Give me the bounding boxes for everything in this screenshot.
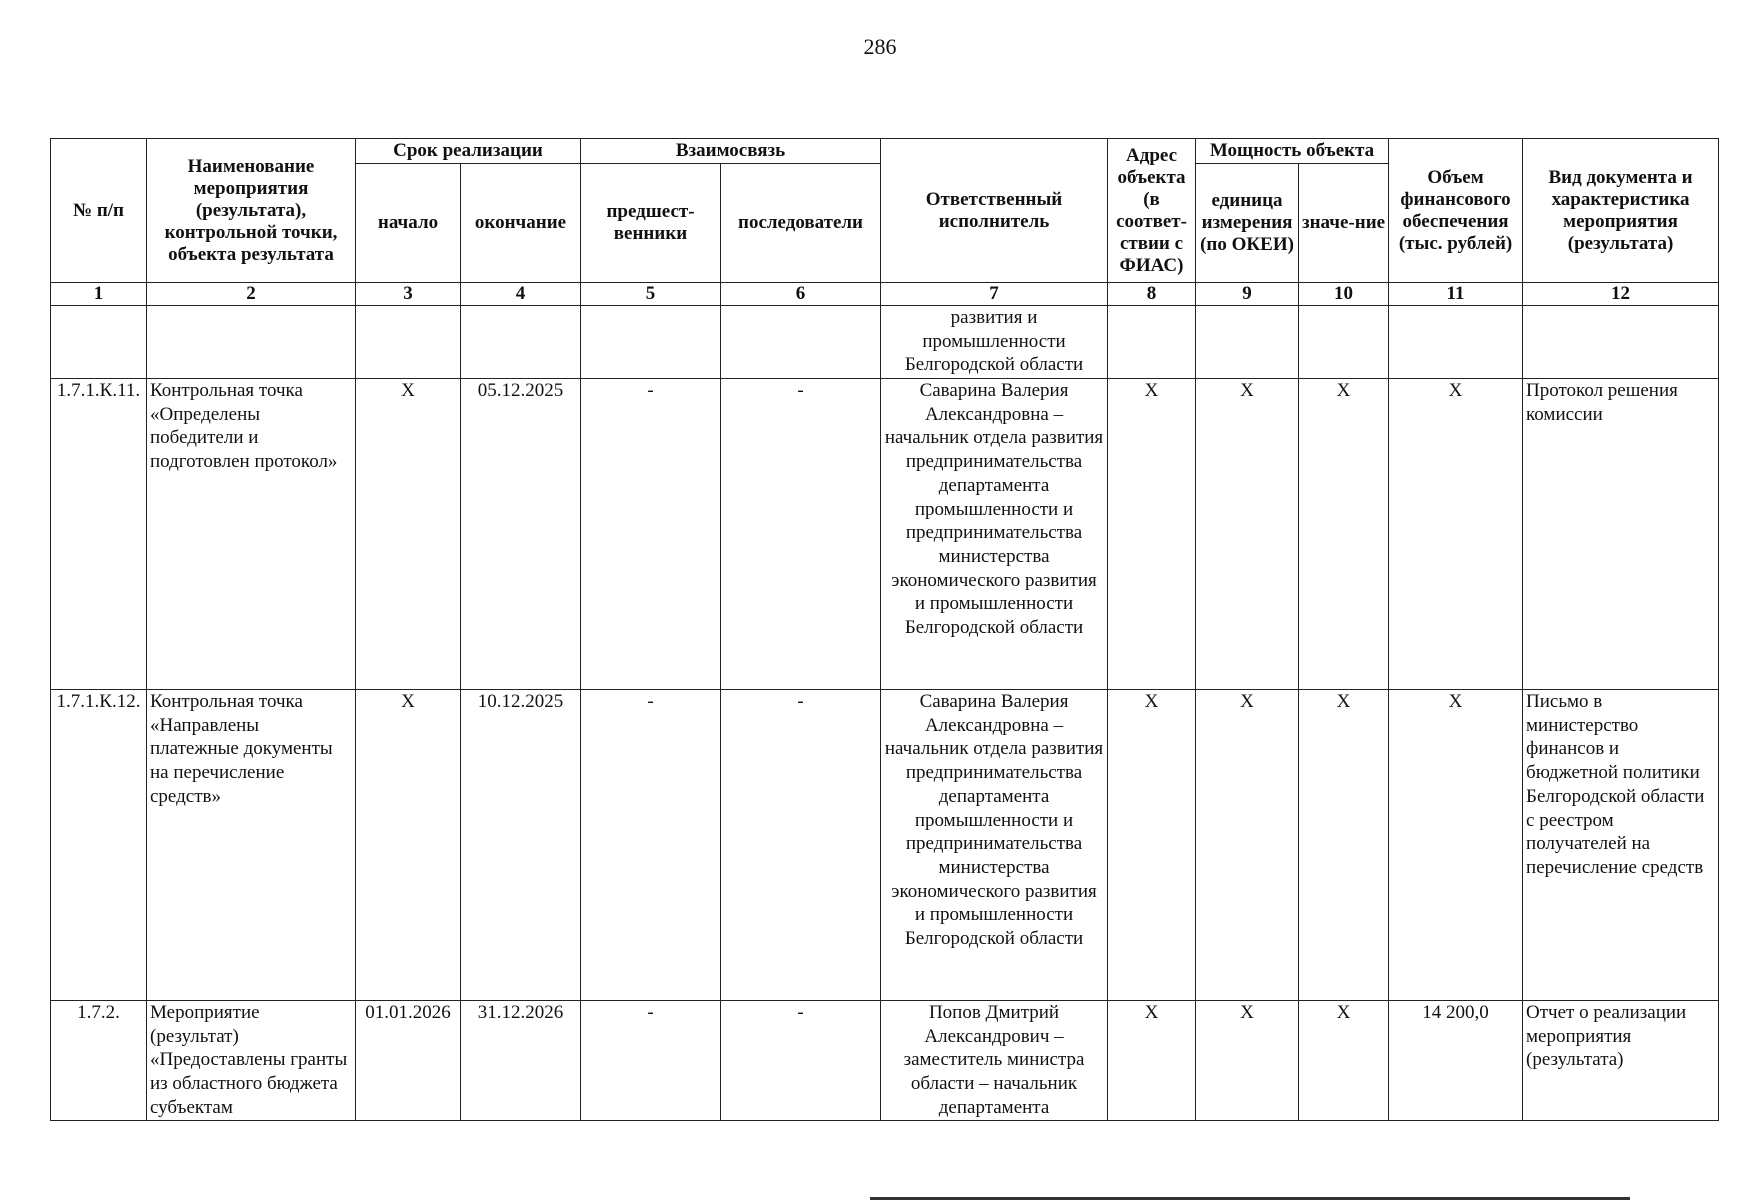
cell-doc-type xyxy=(1523,306,1719,379)
header-predecessors: предшест-венники xyxy=(581,164,721,283)
column-numbers-row xyxy=(51,283,1719,306)
table-row xyxy=(51,306,1719,379)
cell-end: 31.12.2026 xyxy=(461,1001,581,1121)
cell-start xyxy=(356,306,461,379)
column-number: 10 xyxy=(1299,283,1389,306)
cell-end: 10.12.2025 xyxy=(461,690,581,1001)
cell-unit: Х xyxy=(1196,379,1299,690)
cell-no: 1.7.1.К.12. xyxy=(51,690,147,1001)
cell-successors xyxy=(721,306,881,379)
header-start: начало xyxy=(356,164,461,283)
column-number: 4 xyxy=(461,283,581,306)
cell-unit xyxy=(1196,306,1299,379)
cell-unit: Х xyxy=(1196,1001,1299,1121)
header-name: Наименование мероприятия (результата), контрольной точки, объекта результата xyxy=(147,139,356,283)
table-row xyxy=(51,1001,1719,1121)
cell-predecessors: - xyxy=(581,379,721,690)
cell-no: 1.7.1.К.11. xyxy=(51,379,147,690)
cell-finance: 14 200,0 xyxy=(1389,1001,1523,1121)
cell-doc-type: Отчет о реализации мероприятия (результата) xyxy=(1523,1001,1719,1121)
column-number: 3 xyxy=(356,283,461,306)
cell-end xyxy=(461,306,581,379)
column-number: 9 xyxy=(1196,283,1299,306)
cell-successors: - xyxy=(721,690,881,1001)
header-value: значе-ние xyxy=(1299,164,1389,283)
column-number: 6 xyxy=(721,283,881,306)
header-address: Адрес объекта (в соответ-ствии с ФИАС) xyxy=(1108,139,1196,283)
column-number: 11 xyxy=(1389,283,1523,306)
column-number: 5 xyxy=(581,283,721,306)
cell-executor: развития и промышленности Белгородской области xyxy=(881,306,1108,379)
cell-address: Х xyxy=(1108,690,1196,1001)
column-number: 12 xyxy=(1523,283,1719,306)
cell-name: Мероприятие (результат) «Предоставлены гранты из областного бюджета субъектам xyxy=(147,1001,356,1121)
header-capacity-group: Мощность объекта xyxy=(1196,139,1389,164)
column-number: 2 xyxy=(147,283,356,306)
cell-doc-type: Письмо в министерство финансов и бюджетной политики Белгородской области с реестром получателей на перечисление средств xyxy=(1523,690,1719,1001)
cell-unit: Х xyxy=(1196,690,1299,1001)
cell-successors: - xyxy=(721,379,881,690)
cell-end: 05.12.2025 xyxy=(461,379,581,690)
header-term-group: Срок реализации xyxy=(356,139,581,164)
cell-start: Х xyxy=(356,379,461,690)
column-number: 7 xyxy=(881,283,1108,306)
cell-no: 1.7.2. xyxy=(51,1001,147,1121)
cell-start: 01.01.2026 xyxy=(356,1001,461,1121)
table-header-row xyxy=(51,139,1719,164)
cell-name: Контрольная точка «Определены победители и подготовлен протокол» xyxy=(147,379,356,690)
table-row xyxy=(51,690,1719,1001)
column-number: 1 xyxy=(51,283,147,306)
header-no: № п/п xyxy=(51,139,147,283)
cell-predecessors xyxy=(581,306,721,379)
cell-executor: Саварина Валерия Александровна – начальник отдела развития предпринимательства департамента промышленности и предпринимательства министерства экономического развития и промышленности Белгородской области xyxy=(881,379,1108,690)
cell-start: Х xyxy=(356,690,461,1001)
cell-name: Контрольная точка «Направлены платежные документы на перечисление средств» xyxy=(147,690,356,1001)
cell-successors: - xyxy=(721,1001,881,1121)
header-doc-type: Вид документа и характеристика мероприятия (результата) xyxy=(1523,139,1719,283)
header-link-group: Взаимосвязь xyxy=(581,139,881,164)
cell-finance: Х xyxy=(1389,690,1523,1001)
cell-value: Х xyxy=(1299,1001,1389,1121)
header-unit: единица измерения (по ОКЕИ) xyxy=(1196,164,1299,283)
page-number: 286 xyxy=(863,34,897,59)
cell-address: Х xyxy=(1108,379,1196,690)
header-successors: последователи xyxy=(721,164,881,283)
cell-address xyxy=(1108,306,1196,379)
cell-executor: Попов Дмитрий Александрович – заместитель министра области – начальник департамента xyxy=(881,1001,1108,1121)
cell-predecessors: - xyxy=(581,690,721,1001)
cell-finance xyxy=(1389,306,1523,379)
cell-value: Х xyxy=(1299,379,1389,690)
cell-value: Х xyxy=(1299,690,1389,1001)
header-executor: Ответственный исполнитель xyxy=(881,139,1108,283)
header-finance: Объем финансового обеспечения (тыс. рублей) xyxy=(1389,139,1523,283)
cell-executor: Саварина Валерия Александровна – начальник отдела развития предпринимательства департамента промышленности и предпринимательства министерства экономического развития и промышленности Белгородской области xyxy=(881,690,1108,1001)
cell-no xyxy=(51,306,147,379)
cell-finance: Х xyxy=(1389,379,1523,690)
cell-predecessors: - xyxy=(581,1001,721,1121)
header-end: окончание xyxy=(461,164,581,283)
cell-address: Х xyxy=(1108,1001,1196,1121)
cell-value xyxy=(1299,306,1389,379)
column-number: 8 xyxy=(1108,283,1196,306)
cell-name xyxy=(147,306,356,379)
table-row xyxy=(51,379,1719,690)
plan-table xyxy=(50,138,1719,1121)
cell-doc-type: Протокол решения комиссии xyxy=(1523,379,1719,690)
